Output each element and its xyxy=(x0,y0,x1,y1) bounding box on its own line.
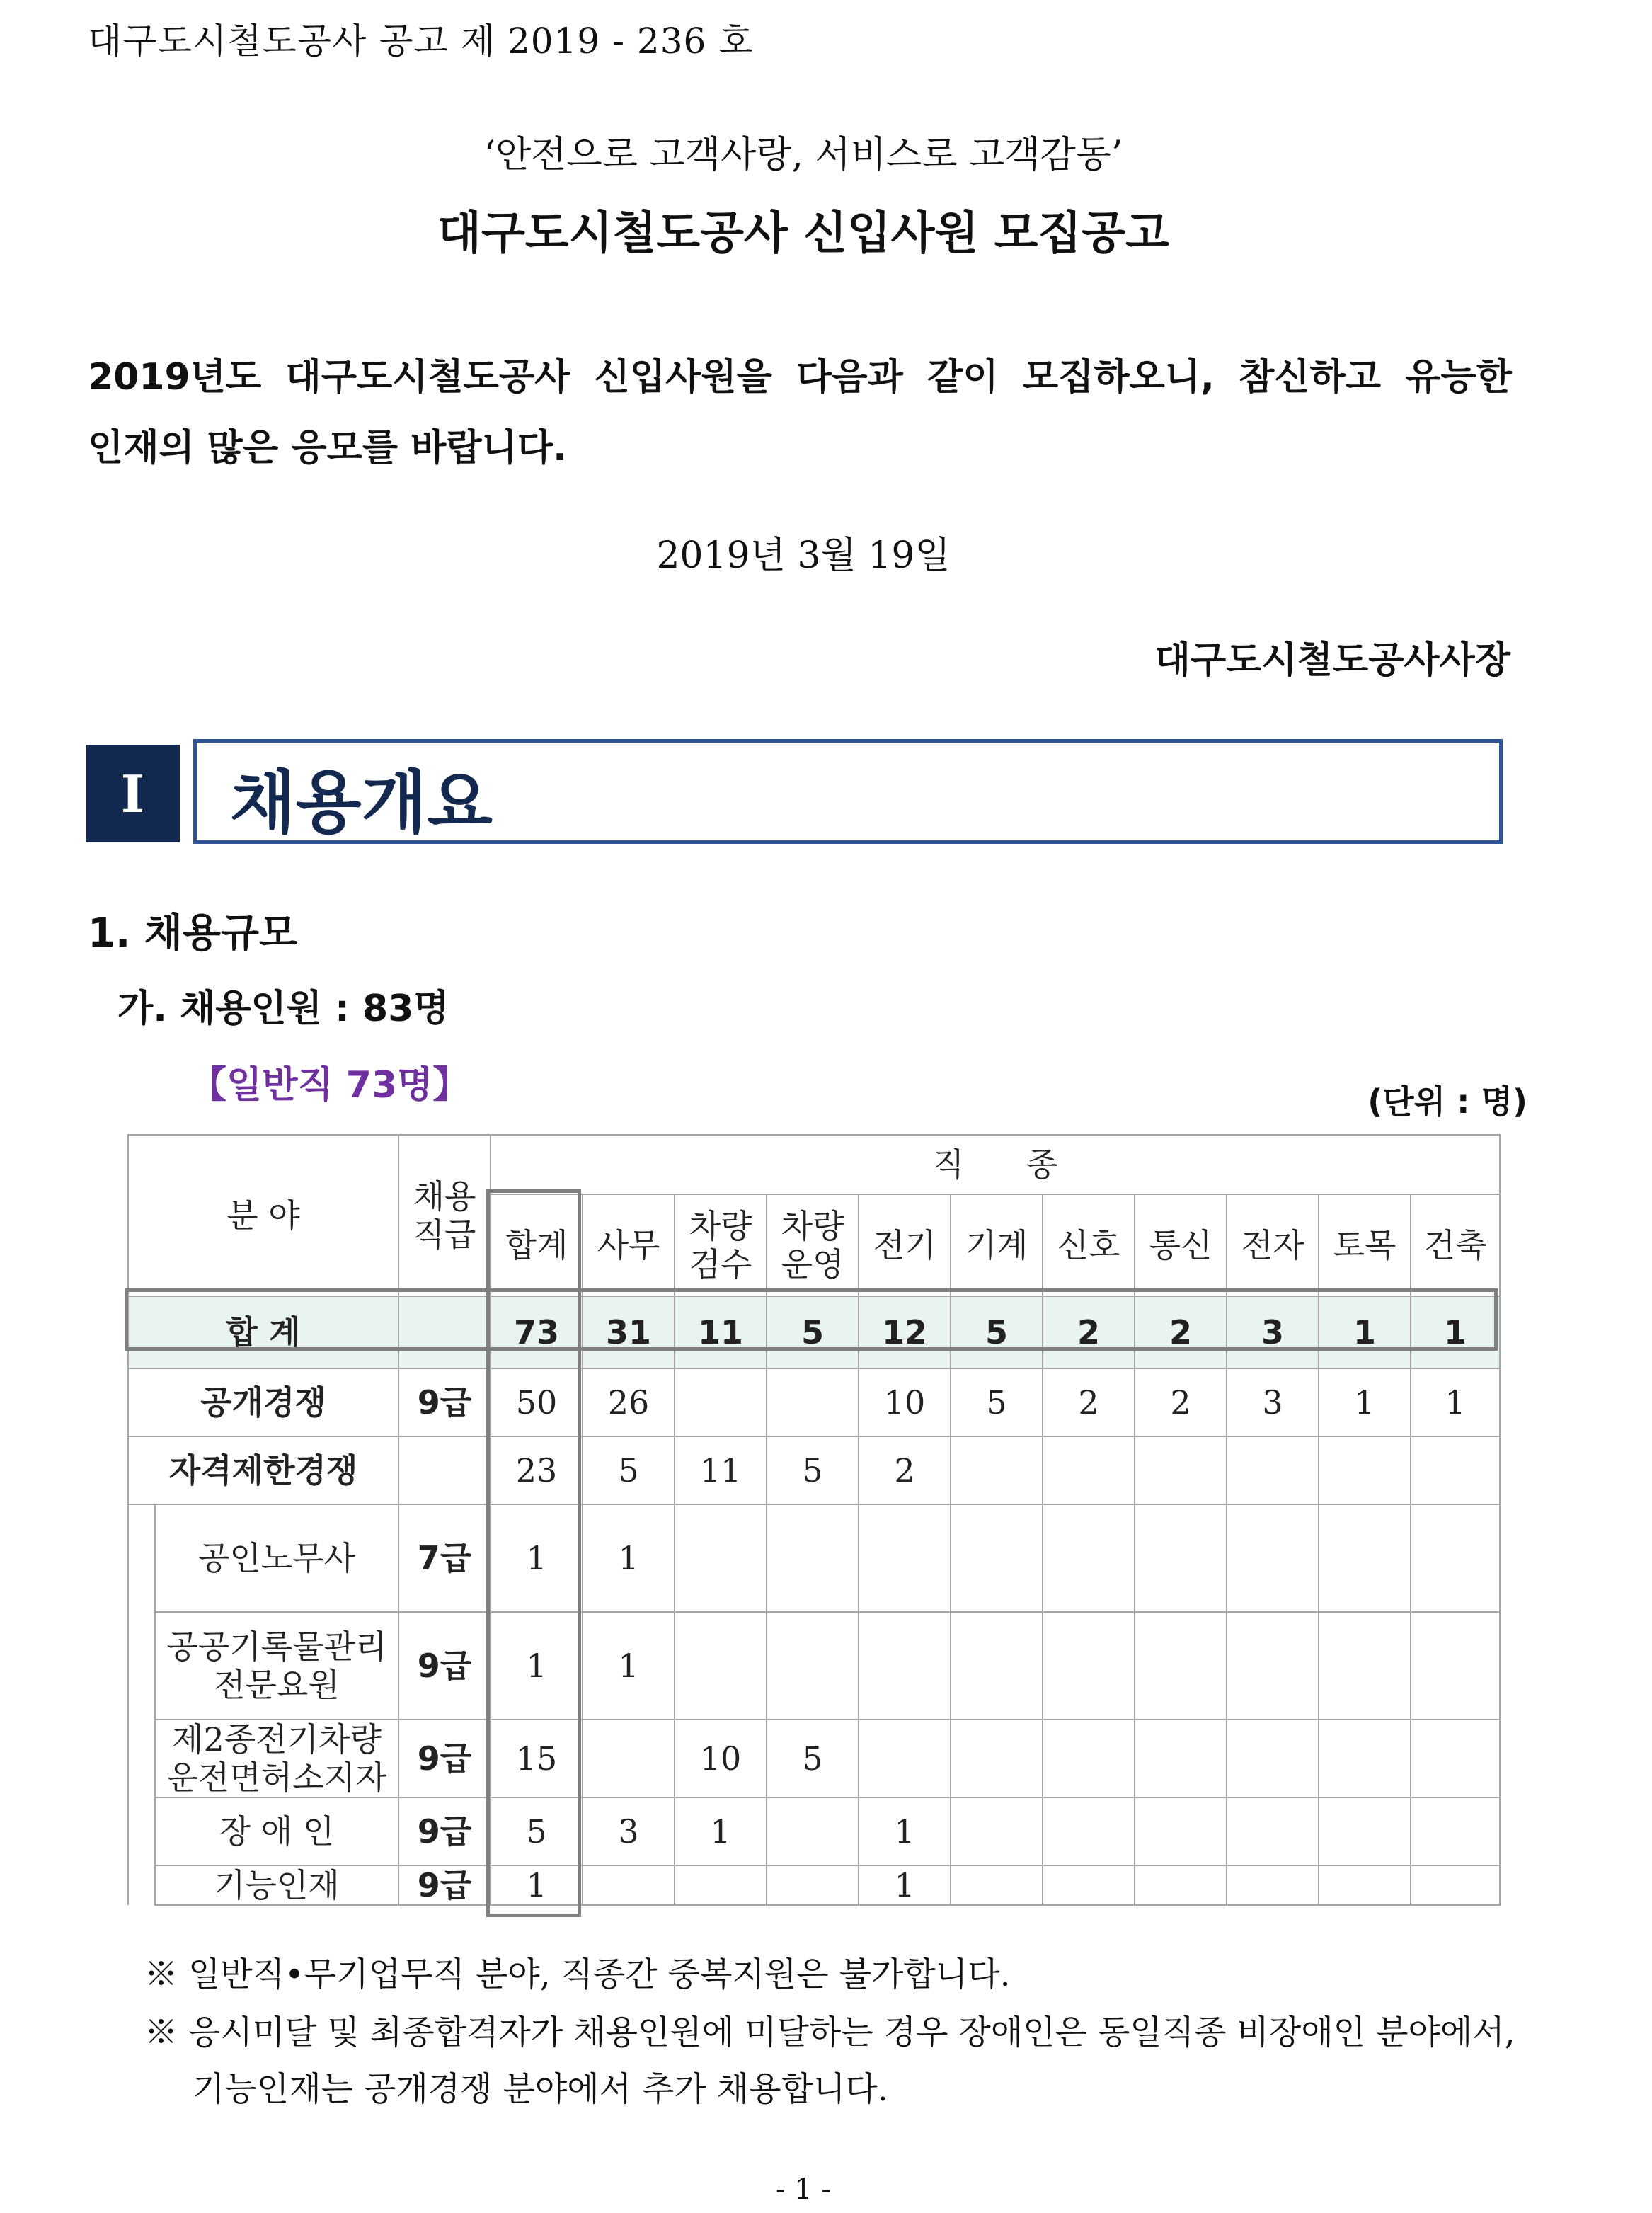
value-cell: 5 xyxy=(951,1368,1043,1436)
column-header: 사무 xyxy=(583,1194,675,1296)
row-grade: 9급 xyxy=(398,1368,491,1436)
intro-line-2: 인재의 많은 응모를 바랍니다. xyxy=(88,427,567,469)
value-cell: 3 xyxy=(583,1797,675,1865)
value-cell xyxy=(1043,1865,1135,1905)
value-cell xyxy=(675,1368,767,1436)
column-header: 차량 검수 xyxy=(675,1194,767,1296)
value-cell xyxy=(1411,1797,1500,1865)
value-cell: 50 xyxy=(491,1368,583,1436)
value-cell: 2 xyxy=(859,1436,951,1504)
column-header: 신호 xyxy=(1043,1194,1135,1296)
value-cell: 5 xyxy=(767,1436,859,1504)
value-cell xyxy=(951,1436,1043,1504)
value-cell: 1 xyxy=(1411,1296,1500,1368)
value-cell: 11 xyxy=(675,1436,767,1504)
column-header: 전자 xyxy=(1227,1194,1319,1296)
row-grade xyxy=(398,1296,491,1368)
value-cell xyxy=(1411,1865,1500,1905)
value-cell xyxy=(1319,1504,1411,1612)
indent-cell xyxy=(128,1612,155,1720)
column-header: 기계 xyxy=(951,1194,1043,1296)
value-cell xyxy=(1043,1720,1135,1797)
value-cell xyxy=(859,1612,951,1720)
row-grade xyxy=(398,1436,491,1504)
slogan: ‘안전으로 고객사랑, 서비스로 고객감동’ xyxy=(483,134,1123,176)
row-label: 자격제한경쟁 xyxy=(128,1436,398,1504)
notice-date: 2019년 3월 19일 xyxy=(656,534,951,577)
value-cell xyxy=(675,1865,767,1905)
subitem-heading: 가. 채용인원 : 83명 xyxy=(117,988,449,1030)
value-cell xyxy=(951,1865,1043,1905)
value-cell xyxy=(1135,1720,1227,1797)
value-cell xyxy=(1411,1436,1500,1504)
indent-cell xyxy=(128,1504,155,1612)
unit-label: (단위 : 명) xyxy=(1367,1082,1527,1121)
value-cell xyxy=(1043,1504,1135,1612)
value-cell xyxy=(767,1865,859,1905)
indent-cell xyxy=(128,1720,155,1797)
value-cell xyxy=(1227,1720,1319,1797)
intro-line-1: 2019년도 대구도시철도공사 신입사원을 다음과 같이 모집하오니, 참신하고 유능한 xyxy=(88,356,1512,399)
value-cell xyxy=(767,1612,859,1720)
value-cell: 12 xyxy=(859,1296,951,1368)
value-cell: 5 xyxy=(767,1720,859,1797)
table-row xyxy=(128,1436,1500,1504)
recruitment-table xyxy=(127,1134,1501,1906)
value-cell: 2 xyxy=(1043,1296,1135,1368)
page-number: - 1 - xyxy=(776,2173,831,2206)
value-cell: 1 xyxy=(1319,1296,1411,1368)
value-cell xyxy=(1227,1612,1319,1720)
value-cell xyxy=(1043,1612,1135,1720)
notice-number: 대구도시철도공사 공고 제 2019 - 236 호 xyxy=(88,21,754,62)
value-cell: 1 xyxy=(675,1797,767,1865)
value-cell xyxy=(1135,1797,1227,1865)
value-cell xyxy=(1319,1797,1411,1865)
value-cell xyxy=(583,1720,675,1797)
header-job-type: 직 종 xyxy=(491,1135,1500,1194)
table-total-row xyxy=(128,1296,1500,1368)
value-cell xyxy=(1135,1865,1227,1905)
value-cell xyxy=(675,1612,767,1720)
value-cell: 1 xyxy=(491,1612,583,1720)
value-cell: 2 xyxy=(1135,1368,1227,1436)
note-2-continued: 기능인재는 공개경쟁 분야에서 추가 채용합니다. xyxy=(193,2070,888,2109)
value-cell xyxy=(583,1865,675,1905)
value-cell xyxy=(951,1720,1043,1797)
value-cell: 1 xyxy=(1411,1368,1500,1436)
value-cell xyxy=(1135,1436,1227,1504)
value-cell: 1 xyxy=(859,1797,951,1865)
table-row xyxy=(128,1504,1500,1612)
row-grade: 9급 xyxy=(398,1797,491,1865)
note-1: ※ 일반직•무기업무직 분야, 직종간 중복지원은 불가합니다. xyxy=(144,1955,1011,1994)
value-cell: 5 xyxy=(583,1436,675,1504)
row-grade: 9급 xyxy=(398,1612,491,1720)
value-cell xyxy=(767,1797,859,1865)
column-header: 토목 xyxy=(1319,1194,1411,1296)
value-cell xyxy=(1135,1504,1227,1612)
value-cell xyxy=(951,1797,1043,1865)
header-field: 분 야 xyxy=(128,1135,398,1296)
value-cell xyxy=(1319,1720,1411,1797)
value-cell: 1 xyxy=(491,1504,583,1612)
value-cell xyxy=(1411,1720,1500,1797)
value-cell xyxy=(1227,1436,1319,1504)
note-2: ※ 응시미달 및 최종합격자가 채용인원에 미달하는 경우 장애인은 동일직종 비장애인 분야에서, xyxy=(144,2013,1515,2052)
row-grade: 9급 xyxy=(398,1865,491,1905)
value-cell xyxy=(1043,1436,1135,1504)
subsection-heading: 1. 채용규모 xyxy=(88,910,298,956)
row-grade: 9급 xyxy=(398,1720,491,1797)
value-cell: 1 xyxy=(583,1504,675,1612)
value-cell xyxy=(1135,1612,1227,1720)
value-cell: 1 xyxy=(583,1612,675,1720)
page-title: 대구도시철도공사 신입사원 모집공고 xyxy=(437,207,1169,260)
value-cell xyxy=(1227,1797,1319,1865)
value-cell xyxy=(951,1612,1043,1720)
row-label: 공공기록물관리 전문요원 xyxy=(155,1612,398,1720)
table-row xyxy=(128,1865,1500,1905)
table-row xyxy=(128,1720,1500,1797)
value-cell: 5 xyxy=(491,1797,583,1865)
value-cell: 23 xyxy=(491,1436,583,1504)
value-cell: 10 xyxy=(859,1368,951,1436)
value-cell xyxy=(1411,1612,1500,1720)
value-cell: 1 xyxy=(859,1865,951,1905)
value-cell: 73 xyxy=(491,1296,583,1368)
column-header: 통신 xyxy=(1135,1194,1227,1296)
column-header: 차량 운영 xyxy=(767,1194,859,1296)
value-cell: 10 xyxy=(675,1720,767,1797)
value-cell: 1 xyxy=(491,1865,583,1905)
value-cell xyxy=(1319,1436,1411,1504)
indent-cell xyxy=(128,1865,155,1905)
value-cell xyxy=(1043,1797,1135,1865)
value-cell: 3 xyxy=(1227,1296,1319,1368)
value-cell: 31 xyxy=(583,1296,675,1368)
value-cell xyxy=(1227,1865,1319,1905)
row-label: 장 애 인 xyxy=(155,1797,398,1865)
value-cell: 11 xyxy=(675,1296,767,1368)
row-grade: 7급 xyxy=(398,1504,491,1612)
row-label: 공인노무사 xyxy=(155,1504,398,1612)
value-cell xyxy=(767,1368,859,1436)
row-label: 합 계 xyxy=(128,1296,398,1368)
row-label: 기능인재 xyxy=(155,1865,398,1905)
column-header: 전기 xyxy=(859,1194,951,1296)
table-header-row xyxy=(128,1135,1500,1194)
indent-cell xyxy=(128,1797,155,1865)
value-cell xyxy=(951,1504,1043,1612)
header-grade: 채용 직급 xyxy=(398,1135,491,1296)
table-row xyxy=(128,1368,1500,1436)
value-cell: 2 xyxy=(1135,1296,1227,1368)
value-cell xyxy=(859,1720,951,1797)
category-label: 【일반직 73명】 xyxy=(190,1064,470,1106)
value-cell xyxy=(1411,1504,1500,1612)
section-title: 채용개요 xyxy=(230,763,493,842)
column-header: 건축 xyxy=(1411,1194,1500,1296)
value-cell: 26 xyxy=(583,1368,675,1436)
table-row xyxy=(128,1612,1500,1720)
value-cell xyxy=(767,1504,859,1612)
value-cell xyxy=(1319,1865,1411,1905)
value-cell: 2 xyxy=(1043,1368,1135,1436)
value-cell xyxy=(1319,1612,1411,1720)
issuer: 대구도시철도공사사장 xyxy=(1154,639,1510,682)
row-label: 공개경쟁 xyxy=(128,1368,398,1436)
value-cell: 3 xyxy=(1227,1368,1319,1436)
table-row xyxy=(128,1797,1500,1865)
value-cell xyxy=(675,1504,767,1612)
row-label: 제2종전기차량 운전면허소지자 xyxy=(155,1720,398,1797)
value-cell: 5 xyxy=(951,1296,1043,1368)
column-header: 합계 xyxy=(491,1194,583,1296)
value-cell: 15 xyxy=(491,1720,583,1797)
value-cell xyxy=(1227,1504,1319,1612)
value-cell: 1 xyxy=(1319,1368,1411,1436)
value-cell: 5 xyxy=(767,1296,859,1368)
section-number-box: I xyxy=(86,745,180,842)
value-cell xyxy=(859,1504,951,1612)
